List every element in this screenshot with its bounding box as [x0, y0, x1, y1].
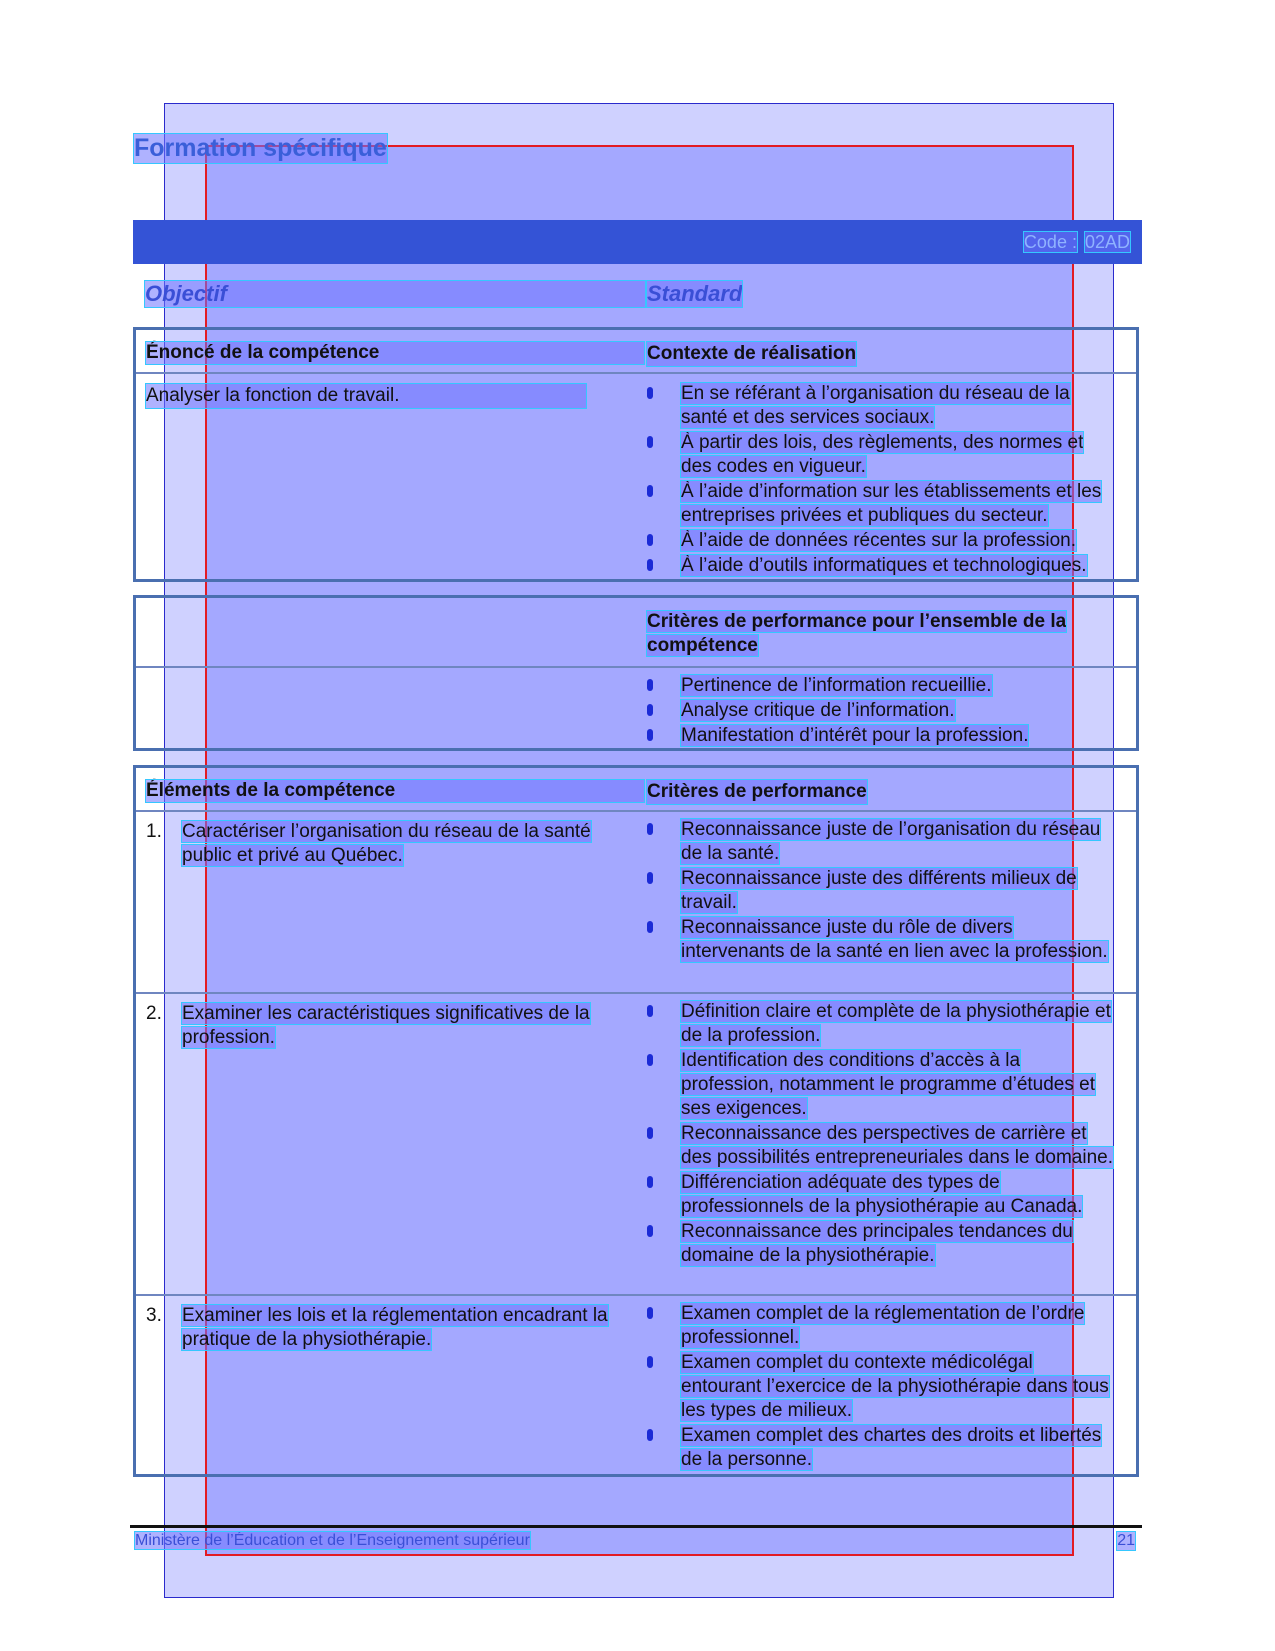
list-item: Identification des conditions d’accès à la profession, notamment le programme d’études et ses exigences.	[645, 1049, 1115, 1121]
element-row	[136, 1294, 1136, 1472]
list-item: Manifestation d’intérêt pour la profession.	[645, 724, 1115, 748]
bullet-icon	[647, 387, 653, 399]
code-value: 02AD	[1084, 232, 1130, 252]
list-item: Pertinence de l’information recueillie.	[645, 674, 1115, 698]
list-item: Reconnaissance des principales tendances du domaine de la physiothérapie.	[645, 1220, 1115, 1268]
list-item: À l’aide de données récentes sur la profession.	[645, 529, 1115, 553]
criteria-list	[645, 1000, 1115, 1269]
list-item: Reconnaissance juste des différents milieux de travail.	[645, 867, 1115, 915]
criteria-list	[645, 1302, 1115, 1473]
list-item: Reconnaissance juste de l’organisation du réseau de la santé.	[645, 818, 1115, 866]
objective-heading: Objectif	[145, 281, 645, 307]
bullet-icon	[647, 729, 653, 741]
bullet-icon	[647, 1005, 653, 1017]
list-item: Différenciation adéquate des types de professionnels de la physiothérapie au Canada.	[645, 1171, 1115, 1219]
list-item: À partir des lois, des règlements, des normes et des codes en vigueur.	[645, 431, 1115, 479]
list-item: À l’aide d’information sur les établissements et les entreprises privées et publiques du secteur.	[645, 480, 1115, 528]
bullet-icon	[647, 1127, 653, 1139]
element-number: 1.	[146, 821, 162, 842]
list-item: Définition claire et complète de la physiothérapie et de la profession.	[645, 1000, 1115, 1048]
competency-code	[1016, 232, 1130, 253]
box-body	[136, 374, 1136, 579]
page-number: 21	[1117, 1532, 1135, 1549]
list-item: Examen complet du contexte médicolégal entourant l’exercice de la physiothérapie dans tous les types de milieux.	[645, 1351, 1115, 1423]
element-number: 2.	[146, 1003, 162, 1024]
list-item: Reconnaissance juste du rôle de divers intervenants de la santé en lien avec la profession.	[645, 916, 1115, 964]
overall-criteria-header: Critères de performance pour l’ensemble de la compétence	[647, 611, 1067, 656]
competency-statement-box	[133, 327, 1139, 582]
list-item: En se référant à l’organisation du réseau de la santé et des services sociaux.	[645, 382, 1115, 430]
list-item: À l’aide d’outils informatiques et technologiques.	[645, 554, 1115, 578]
bullet-icon	[647, 436, 653, 448]
bullet-icon	[647, 823, 653, 835]
bullet-icon	[647, 872, 653, 884]
elements-box	[133, 765, 1139, 1477]
bullet-icon	[647, 1176, 653, 1188]
code-bar	[133, 220, 1142, 264]
list-item: Examen complet de la réglementation de l’ordre professionnel.	[645, 1302, 1115, 1350]
box-header	[136, 598, 1136, 668]
element-text: 2. Examiner les caractéristiques significatives de la profession.	[146, 1003, 590, 1048]
bullet-icon	[647, 679, 653, 691]
bullet-icon	[647, 1356, 653, 1368]
performance-header: Critères de performance	[647, 781, 867, 802]
elements-header: Éléments de la compétence	[146, 780, 644, 802]
criteria-list	[645, 818, 1115, 965]
context-list	[645, 382, 1115, 579]
section-title: Formation spécifique	[134, 134, 387, 162]
box-body	[136, 668, 1136, 748]
element-text: 1. Caractériser l’organisation du réseau de la santé public et privé au Québec.	[146, 821, 591, 866]
footer-rule	[130, 1525, 1142, 1528]
context-header: Contexte de réalisation	[647, 343, 857, 364]
bullet-icon	[647, 1225, 653, 1237]
bullet-icon	[647, 559, 653, 571]
code-label: Code :	[1023, 232, 1077, 252]
overall-criteria-box	[133, 595, 1139, 751]
bullet-icon	[647, 1054, 653, 1066]
list-item: Reconnaissance des perspectives de carrière et des possibilités entrepreneuriales dans le domaine.	[645, 1122, 1115, 1170]
element-number: 3.	[146, 1305, 162, 1326]
list-item: Analyse critique de l’information.	[645, 699, 1115, 723]
element-row	[136, 812, 1136, 992]
bullet-icon	[647, 534, 653, 546]
bullet-icon	[647, 485, 653, 497]
element-text: 3. Examiner les lois et la réglementation encadrant la pratique de la physiothérapie.	[146, 1305, 608, 1350]
bullet-icon	[647, 704, 653, 716]
column-headings	[145, 281, 1130, 309]
statement-header: Énoncé de la compétence	[146, 342, 644, 364]
bullet-icon	[647, 1307, 653, 1319]
standard-heading: Standard	[647, 281, 743, 306]
bullet-icon	[647, 921, 653, 933]
bullet-icon	[647, 1429, 653, 1441]
competency-statement: Analyser la fonction de travail.	[146, 384, 586, 408]
page-footer	[135, 1532, 1135, 1550]
overall-criteria-list	[645, 674, 1115, 749]
box-header	[136, 330, 1136, 374]
footer-ministry: Ministère de l’Éducation et de l’Enseignement supérieur	[135, 1532, 530, 1549]
box-header	[136, 768, 1136, 812]
element-row	[136, 992, 1136, 1294]
list-item: Examen complet des chartes des droits et libertés de la personne.	[645, 1424, 1115, 1472]
